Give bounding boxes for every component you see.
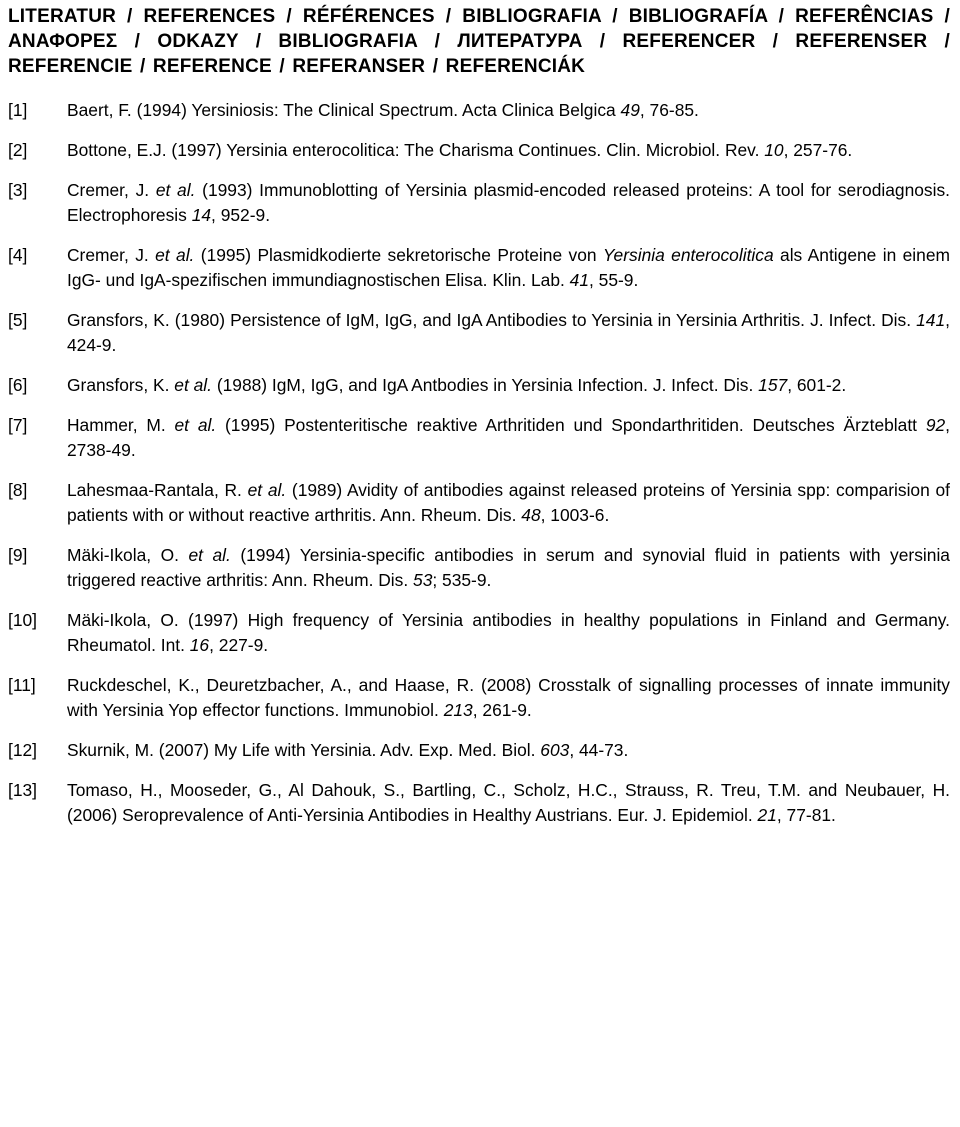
reference-item-6 (8, 373, 950, 398)
reference-number: [6] (8, 375, 28, 395)
reference-number: [13] (8, 780, 38, 800)
reference-number: [10] (8, 610, 38, 630)
reference-text (67, 178, 950, 228)
volume: 48 (521, 505, 541, 525)
section-heading: LITERATUR / REFERENCES / RÉFÉRENCES / BIBLIOGRAFIA / BIBLIOGRAFÍA / REFERÊNCIAS / ΑΝΑΦΟΡΕΣ / ODKAZY / BIBLIOGRAFIA / ЛИТЕРАТУРА / REFERENCER / REFERENSER / REFERENCIE / REFERENCE / REFERANSER / REFERENCIÁK (8, 6, 950, 77)
reference-item-11 (8, 673, 950, 723)
volume: 213 (443, 700, 473, 720)
reference-text (67, 413, 950, 463)
volume: 49 (620, 100, 640, 120)
reference-text (67, 138, 950, 163)
reference-number: [3] (8, 180, 28, 200)
volume: 16 (189, 635, 210, 655)
reference-item-10 (8, 608, 950, 658)
reference-text (67, 778, 950, 828)
reference-text (67, 738, 950, 763)
reference-text (67, 673, 950, 723)
pages: , 257-76. (783, 140, 853, 160)
volume: 41 (569, 270, 589, 290)
reference-item-2 (8, 138, 950, 163)
reference-text (67, 243, 950, 293)
pages: , 2738-49. (67, 415, 950, 460)
citation-text: (1995) Plasmidkodierte sekretorische Proteine von (194, 245, 603, 265)
citation-text: (1989) Avidity of antibodies against released proteins of Yersinia spp: comparision of patients with or without reactive arthritis. Ann. Rheum. Dis. (67, 480, 950, 525)
reference-item-13 (8, 778, 950, 828)
pages: , 1003-6. (540, 505, 610, 525)
reference-text (67, 543, 950, 593)
et-al: et al. (174, 375, 212, 395)
reference-number: [1] (8, 100, 28, 120)
reference-item-9 (8, 543, 950, 593)
pages: , 261-9. (472, 700, 532, 720)
species-name: Yersinia enterocolitica (602, 245, 774, 265)
reference-text (67, 308, 950, 358)
author: Mäki-Ikola, O. (67, 545, 189, 565)
reference-number: [5] (8, 310, 28, 330)
reference-number: [2] (8, 140, 28, 160)
reference-text (67, 478, 950, 528)
citation-text: (1988) IgM, IgG, and IgA Antbodies in Yersinia Infection. J. Infect. Dis. (211, 375, 759, 395)
et-al: et al. (155, 180, 196, 200)
pages: , 55-9. (589, 270, 639, 290)
citation-text: Skurnik, M. (2007) My Life with Yersinia. Adv. Exp. Med. Biol. (67, 740, 541, 760)
reference-text (67, 608, 950, 658)
pages: , 424-9. (67, 310, 950, 355)
pages: , 227-9. (209, 635, 269, 655)
reference-item-3 (8, 178, 950, 228)
reference-item-4 (8, 243, 950, 293)
et-al: et al. (155, 245, 195, 265)
citation-text: Gransfors, K. (1980) Persistence of IgM, IgG, and IgA Antibodies to Yersinia in Yersinia Arthritis. J. Infect. Dis. (67, 310, 917, 330)
volume: 53 (413, 570, 433, 590)
reference-number: [12] (8, 740, 38, 760)
reference-item-12 (8, 738, 950, 763)
volume: 21 (757, 805, 777, 825)
reference-text (67, 98, 950, 123)
pages: , 44-73. (569, 740, 629, 760)
citation-text: Bottone, E.J. (1997) Yersinia enterocolitica: The Charisma Continues. Clin. Microbiol. Rev. (67, 140, 765, 160)
volume: 92 (925, 415, 946, 435)
author: Lahesmaa-Rantala, R. (67, 480, 248, 500)
reference-list (8, 98, 950, 828)
reference-item-1 (8, 98, 950, 123)
citation-text: Baert, F. (1994) Yersiniosis: The Clinical Spectrum. Acta Clinica Belgica (67, 100, 621, 120)
reference-number: [8] (8, 480, 28, 500)
citation-text: (1993) Immunoblotting of Yersinia plasmid-encoded released proteins: A tool for serodiagnosis. Electrophoresis (67, 180, 951, 225)
author: Gransfors, K. (67, 375, 175, 395)
reference-number: [7] (8, 415, 28, 435)
citation-text-continued: als Antigene in einem IgG- und IgA-spezifischen immundiagnostischen Elisa. Klin. Lab. (67, 245, 950, 290)
author: Cremer, J. (67, 180, 156, 200)
citation-text: Tomaso, H., Mooseder, G., Al Dahouk, S., Bartling, C., Scholz, H.C., Strauss, R. Treu, T.M. and Neubauer, H. (2006) Seroprevalence of Anti-Yersinia Antibodies in Healthy Austrians. Eur. J. Epidemiol. (67, 780, 950, 825)
pages: , 77-81. (776, 805, 836, 825)
volume: 157 (758, 375, 788, 395)
reference-item-8 (8, 478, 950, 528)
citation-text: (1995) Postenteritische reaktive Arthritiden und Spondarthritiden. Deutsches Ärzteblatt (216, 415, 926, 435)
et-al: et al. (247, 480, 287, 500)
pages: , 601-2. (787, 375, 847, 395)
reference-item-7 (8, 413, 950, 463)
reference-number: [9] (8, 545, 28, 565)
volume: 10 (764, 140, 784, 160)
reference-number: [11] (8, 675, 36, 695)
reference-number: [4] (8, 245, 28, 265)
pages: , 952-9. (211, 205, 271, 225)
et-al: et al. (188, 545, 231, 565)
reference-item-5 (8, 308, 950, 358)
pages: ; 535-9. (432, 570, 492, 590)
volume: 603 (540, 740, 570, 760)
citation-text: (1994) Yersinia-specific antibodies in serum and synovial fluid in patients with yersinia triggered reactive arthritis: Ann. Rheum. Dis. (67, 545, 950, 590)
author: Cremer, J. (67, 245, 156, 265)
volume: 14 (191, 205, 212, 225)
et-al: et al. (174, 415, 217, 435)
author: Hammer, M. (67, 415, 175, 435)
volume: 141 (916, 310, 946, 330)
pages: , 76-85. (639, 100, 699, 120)
reference-text (67, 373, 950, 398)
citation-text: Mäki-Ikola, O. (1997) High frequency of Yersinia antibodies in healthy populations in Finland and Germany. Rheumatol. Int. (67, 610, 950, 655)
citation-text: Ruckdeschel, K., Deuretzbacher, A., and Haase, R. (2008) Crosstalk of signalling processes of innate immunity with Yersinia Yop effector functions. Immunobiol. (67, 675, 950, 720)
